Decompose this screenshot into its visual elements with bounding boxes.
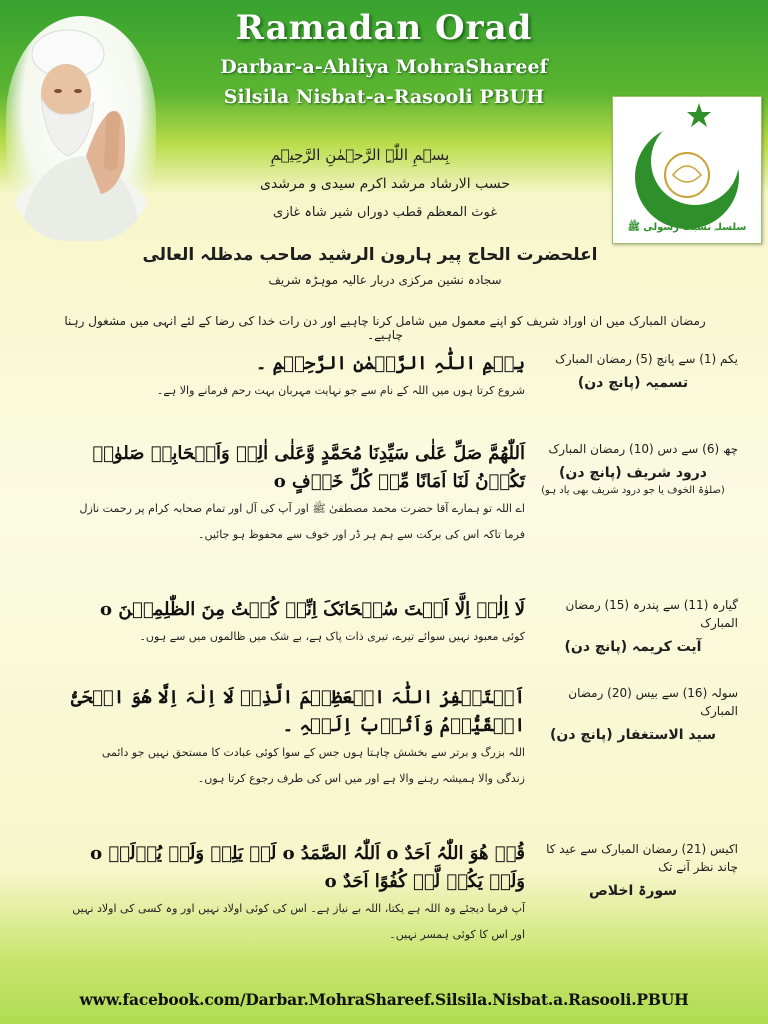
section-label xyxy=(528,684,738,746)
section-label xyxy=(528,440,738,498)
section-days: اکیس (21) رمضان المبارک سے عید کا چاند نظر آنے تک xyxy=(546,842,738,874)
section-note: (صلوٰۃ الخوف یا جو درود شریف بھی یاد ہو) xyxy=(541,485,725,496)
wird-section-5 xyxy=(30,840,738,980)
intro-paragraph: رمضان المبارک میں ان اوراد شریف کو اپنے معمول میں شامل کرنا چاہیے اور دن رات خدا کی رضا کے لئے انہی میں مشغول رہنا چاہیے۔ xyxy=(64,314,706,342)
urdu-translation: کوئی معبود نہیں سوائے تیرے، تیری ذات پاک ہے، بے شک میں ظالموں میں سے ہوں۔ xyxy=(139,630,525,643)
section-wird-name: تسمیہ (پانچ دن) xyxy=(577,375,689,391)
footer-facebook-url: www.facebook.com/Darbar.MohraShareef.Silsila.Nisbat.a.Rasooli.PBUH xyxy=(79,990,689,1009)
section-days: سولہ (16) سے بیس (20) رمضان المبارک xyxy=(568,686,738,718)
section-text xyxy=(70,684,525,792)
section-label xyxy=(528,596,738,658)
praying-man-illustration xyxy=(6,16,156,241)
intro-line-1: حسب الارشاد مرشد اکرم سیدی و مرشدی xyxy=(260,176,510,192)
poster-subtitle-darbar: Darbar-a-Ahliya MohraShareef xyxy=(220,56,548,78)
section-days: چھ (6) سے دس (10) رمضان المبارک xyxy=(548,442,738,456)
arabic-text: بِسۡمِ اللّٰہِ الرَّحۡمٰنِ الرَّحِیۡمِ ۔ xyxy=(255,353,525,374)
section-wird-name: سورۃ اخلاص xyxy=(588,883,678,899)
section-wird-name: درود شریف (پانچ دن) xyxy=(559,465,707,481)
section-wird-name: آیت کریمہ (پانچ دن) xyxy=(564,639,702,655)
wird-section-1 xyxy=(30,350,738,420)
poster-subtitle-silsila: Silsila Nisbat-a-Rasooli PBUH xyxy=(223,86,545,108)
section-text xyxy=(70,840,525,948)
emblem-box xyxy=(612,96,762,244)
emblem-caption: سلسلہ نسبت رسولی ﷺ xyxy=(627,222,747,233)
urdu-translation: شروع کرتا ہوں میں اللہ کے نام سے جو نہایت مہربان بہت رحم فرمانے والا ہے۔ xyxy=(156,384,525,397)
bismillah-calligraphy: بِسۡمِ اللّٰہِ الرَّحۡمٰنِ الرَّحِیۡمِ xyxy=(270,146,450,164)
section-days: یکم (1) سے پانچ (5) رمضان المبارک xyxy=(555,352,738,366)
urdu-translation: آپ فرما دیجئے وہ اللہ ہے یکتا، اللہ بے نیاز ہے۔ اس کی کوئی اولاد نہیں اور وہ کسی کی اولاد نہیں اور اس کا کوئی ہمسر نہیں۔ xyxy=(72,902,525,941)
intro-line-4: سجادہ نشین مرکزی دربار عالیہ موہڑہ شریف xyxy=(268,273,502,287)
section-label xyxy=(528,840,738,902)
urdu-translation: اللہ بزرگ و برتر سے بخشش چاہتا ہوں جس کے سوا کوئی عبادت کا مستحق نہیں جو دائمی زندگی والا ہمیشہ رہنے والا ہے اور میں اس کی طرف رجوع کرتا ہوں۔ xyxy=(101,746,525,785)
intro-line-3: اعلحضرت الحاج پیر ہارون الرشید صاحب مدظلہ العالی xyxy=(142,245,598,265)
section-wird-name: سید الاستغفار (پانچ دن) xyxy=(550,727,716,743)
section-days: گیارہ (11) سے پندرہ (15) رمضان المبارک xyxy=(565,598,738,630)
portrait-photo xyxy=(6,16,156,241)
section-text xyxy=(70,440,525,548)
wird-section-4 xyxy=(30,684,738,824)
urdu-translation: اے اللہ تو ہمارے آقا حضرت محمد مصطفیٰ ﷺ اور آپ کی آل اور تمام صحابہ کرام پر رحمت نازل فرما تاکہ اس کی برکت سے ہم ہر ڈر اور خوف سے محفوظ ہو جائیں۔ xyxy=(79,502,525,541)
arabic-text: اَللّٰھُمَّ صَلِّ عَلٰی سَیِّدِنَا مُحَمَّدٍ وَّعَلٰی اٰلِہٖ وَاَصۡحَابِہٖ صَلوٰۃً تَکُوۡنُ لَنَا اَمَانًا مِّنۡ کُلِّ خَوۡفٍ o xyxy=(92,443,525,492)
intro-line-2: غوث المعظم قطب دوراں شیر شاہ غازی xyxy=(272,205,498,220)
wird-section-2 xyxy=(30,440,738,585)
arabic-text: اَسۡتَغۡفِرُ اللّٰہَ الۡعَظِیۡمَ الَّذِیۡ لَا اِلٰہَ اِلَّا ھُوَ الۡحَیُّ الۡقَیُّوۡمُ وَاَتُوۡبُ اِلَیۡہِ ۔ xyxy=(71,687,525,736)
section-text xyxy=(70,596,525,650)
arabic-text: لَا اِلٰہَ اِلَّا اَنۡتَ سُبۡحَانَکَ اِنِّیۡ کُنۡتُ مِنَ الظّٰلِمِیۡنَ o xyxy=(100,599,525,620)
arabic-text: قُلۡ ھُوَ اللّٰہُ اَحَدٌ o اَللّٰہُ الصَّمَدُ o لَمۡ یَلِدۡ وَلَمۡ یُوۡلَدۡ o وَلَمۡ یَکُنۡ لَّہٗ کُفُوًا اَحَدٌ o xyxy=(90,843,525,892)
wird-section-3 xyxy=(30,596,738,666)
section-text xyxy=(70,350,525,404)
section-label xyxy=(528,350,738,394)
poster-title: Ramadan Orad xyxy=(235,8,533,48)
